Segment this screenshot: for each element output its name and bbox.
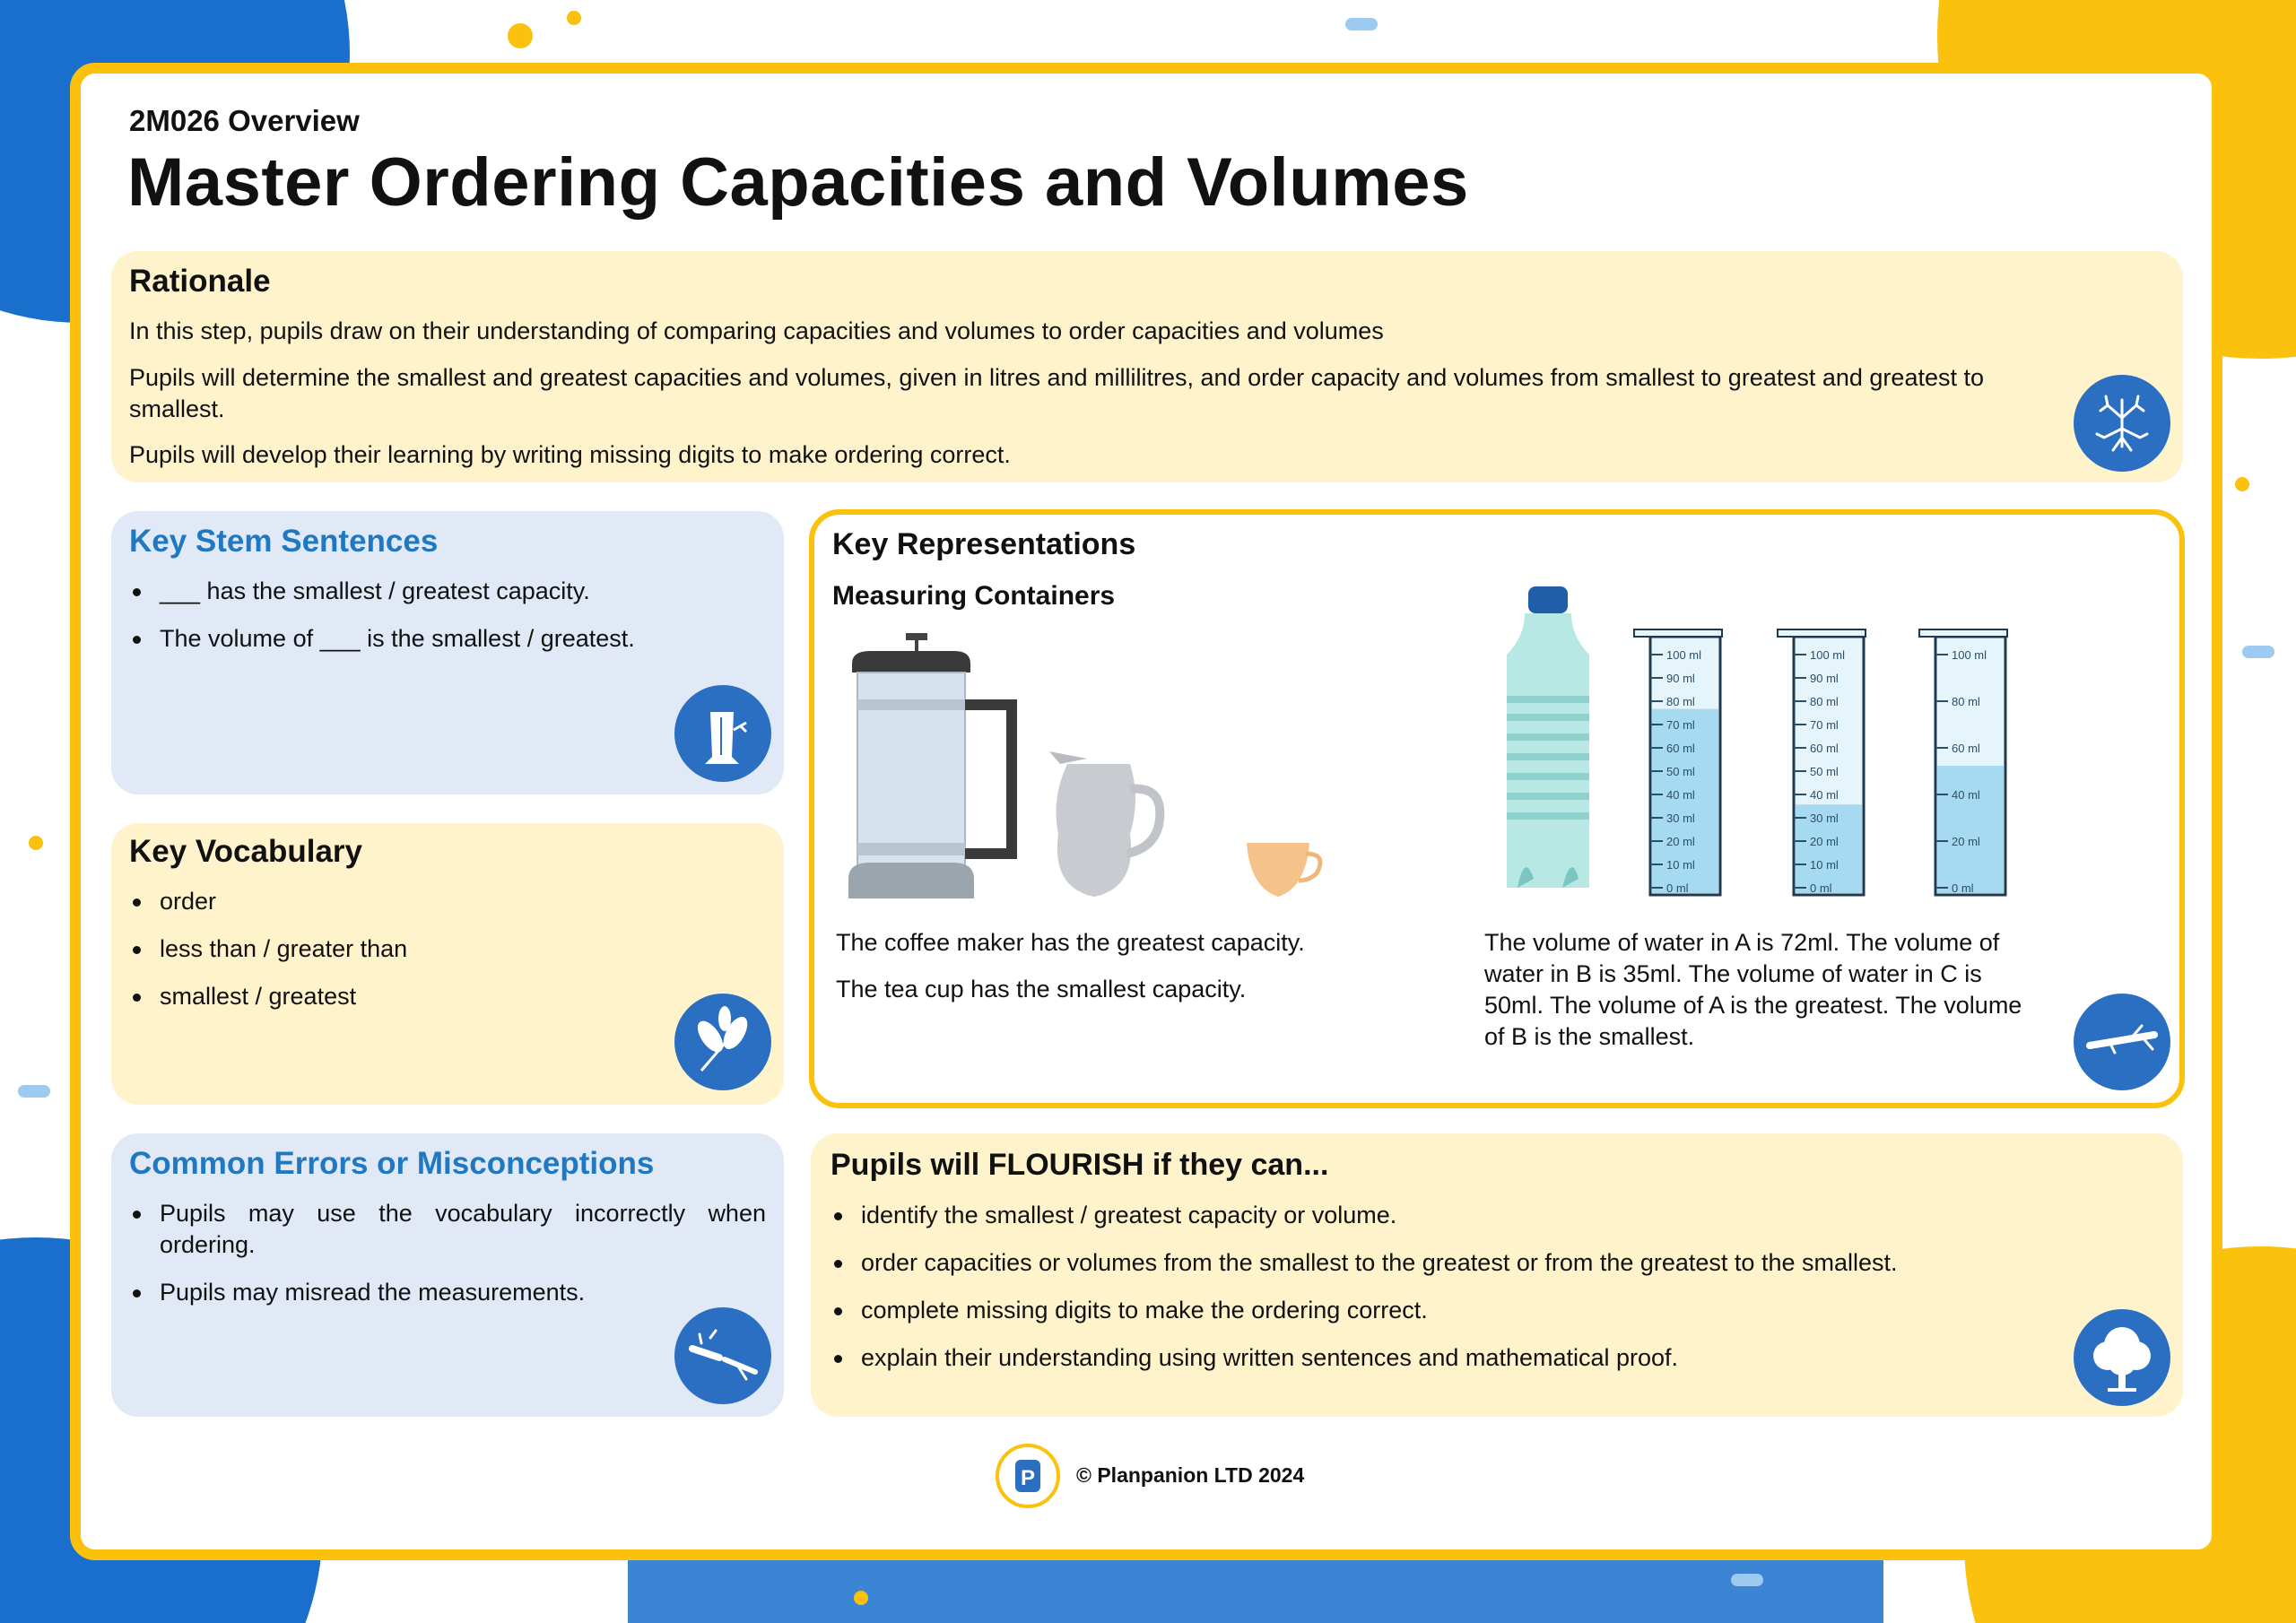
measuring-cylinder-a (1634, 629, 1722, 895)
measuring-cylinder-c (1919, 629, 2007, 895)
rationale-paragraph: Pupils will determine the smallest and greatest capacities and volumes, given in litres and millilitres, and order capacity and volumes from smallest to greatest and greatest to smallest. (129, 364, 1984, 422)
cylinder-tick-label: 10 ml (1810, 858, 1839, 872)
copyright-text: © Planpanion LTD 2024 (1076, 1463, 1305, 1487)
water-bottle-image (1507, 586, 1589, 888)
water-level-c (1937, 766, 2004, 893)
cylinder-tick-label: 30 ml (1666, 812, 1695, 825)
list-item: identify the smallest / greatest capacity or volume. (831, 1200, 2050, 1231)
branch-icon (2074, 994, 2170, 1090)
flourish-heading: Pupils will FLOURISH if they can... (831, 1148, 1329, 1182)
jug-image (1049, 751, 1160, 897)
stem-list (129, 576, 766, 671)
cylinder-tick-label: 0 ml (1666, 881, 1689, 895)
cylinder-tick-label: 40 ml (1952, 788, 1980, 802)
cylinder-tick-label: 60 ml (1952, 742, 1980, 755)
list-item: Pupils may use the vocabulary incorrectly when ordering. (129, 1198, 766, 1261)
keyrep-left-sentence: The tea cup has the smallest capacity. (836, 976, 1247, 1002)
cylinder-tick-label: 0 ml (1952, 881, 1974, 895)
overview-code: 2M026 Overview (129, 104, 360, 137)
cylinder-tick-label: 20 ml (1666, 835, 1695, 848)
cylinder-tick-label: 0 ml (1810, 881, 1832, 895)
cylinder-tick-label: 40 ml (1666, 788, 1695, 802)
list-item: less than / greater than (129, 933, 766, 965)
cylinder-tick-label: 20 ml (1952, 835, 1980, 848)
cylinder-tick-label: 100 ml (1952, 648, 1987, 662)
list-item: Pupils may misread the measurements. (129, 1277, 766, 1308)
rationale-paragraph: In this step, pupils draw on their understanding of comparing capacities and volumes to order capacities and volumes (129, 317, 1384, 344)
svg-text:P: P (1020, 1466, 1036, 1490)
flourish-list (831, 1200, 2050, 1390)
cylinder-tick-label: 40 ml (1810, 788, 1839, 802)
measuring-cylinder-b (1778, 629, 1866, 895)
cylinder-tick-label: 10 ml (1666, 858, 1695, 872)
cylinder-tick-label: 70 ml (1810, 718, 1839, 732)
stem-heading: Key Stem Sentences (129, 524, 439, 559)
vocab-list (129, 886, 766, 1028)
tea-cup-image (1247, 843, 1320, 897)
errors-heading: Common Errors or Misconceptions (129, 1146, 655, 1181)
list-item: order (129, 886, 766, 917)
cylinder-tick-label: 80 ml (1666, 695, 1695, 708)
cylinders-illustration (1471, 583, 2045, 906)
rationale-paragraph: Pupils will develop their learning by writing missing digits to make ordering correct. (129, 441, 1011, 468)
cylinder-tick-label: 90 ml (1666, 672, 1695, 685)
cylinder-tick-label: 50 ml (1666, 765, 1695, 778)
list-item: explain their understanding using written sentences and mathematical proof. (831, 1342, 2050, 1374)
tree-trunk-icon (674, 685, 771, 782)
cylinder-tick-label: 70 ml (1666, 718, 1695, 732)
cylinder-tick-label: 100 ml (1810, 648, 1846, 662)
cylinder-tick-label: 80 ml (1810, 695, 1839, 708)
cylinder-tick-label: 100 ml (1666, 648, 1702, 662)
planpanion-logo (996, 1444, 1060, 1508)
list-item: ___ has the smallest / greatest capacity. (129, 576, 766, 607)
list-item: The volume of ___ is the smallest / greatest. (129, 623, 766, 655)
coffee-maker-image (848, 633, 1012, 898)
roots-icon (2074, 375, 2170, 472)
list-item: complete missing digits to make the ordering correct. (831, 1295, 2050, 1326)
cylinder-tick-label: 90 ml (1810, 672, 1839, 685)
keyrep-heading: Key Representations (832, 527, 1136, 561)
cylinder-tick-label: 50 ml (1810, 765, 1839, 778)
page-title: Master Ordering Capacities and Volumes (127, 144, 1469, 221)
keyrep-subheading: Measuring Containers (832, 581, 1116, 611)
cylinder-tick-label: 80 ml (1952, 695, 1980, 708)
vocab-heading: Key Vocabulary (129, 834, 363, 869)
broken-branch-icon (674, 1307, 771, 1404)
keyrep-right-paragraph: The volume of water in A is 72ml. The volume of water in B is 35ml. The volume of water in C is 50ml. The volume of A is the greatest. The volume of B is the smallest. (1484, 929, 2022, 1050)
containers-illustration (825, 619, 1363, 906)
list-item: smallest / greatest (129, 981, 766, 1012)
rationale-heading: Rationale (129, 264, 271, 299)
keyrep-left-sentence: The coffee maker has the greatest capacity. (836, 929, 1305, 956)
cylinder-tick-label: 60 ml (1666, 742, 1695, 755)
leaves-icon (674, 994, 771, 1090)
cylinder-tick-label: 30 ml (1810, 812, 1839, 825)
cylinder-tick-label: 20 ml (1810, 835, 1839, 848)
errors-list (129, 1198, 766, 1324)
cylinder-tick-label: 60 ml (1810, 742, 1839, 755)
tree-icon (2074, 1309, 2170, 1406)
list-item: order capacities or volumes from the smallest to the greatest or from the greatest to the smallest. (831, 1247, 2050, 1279)
